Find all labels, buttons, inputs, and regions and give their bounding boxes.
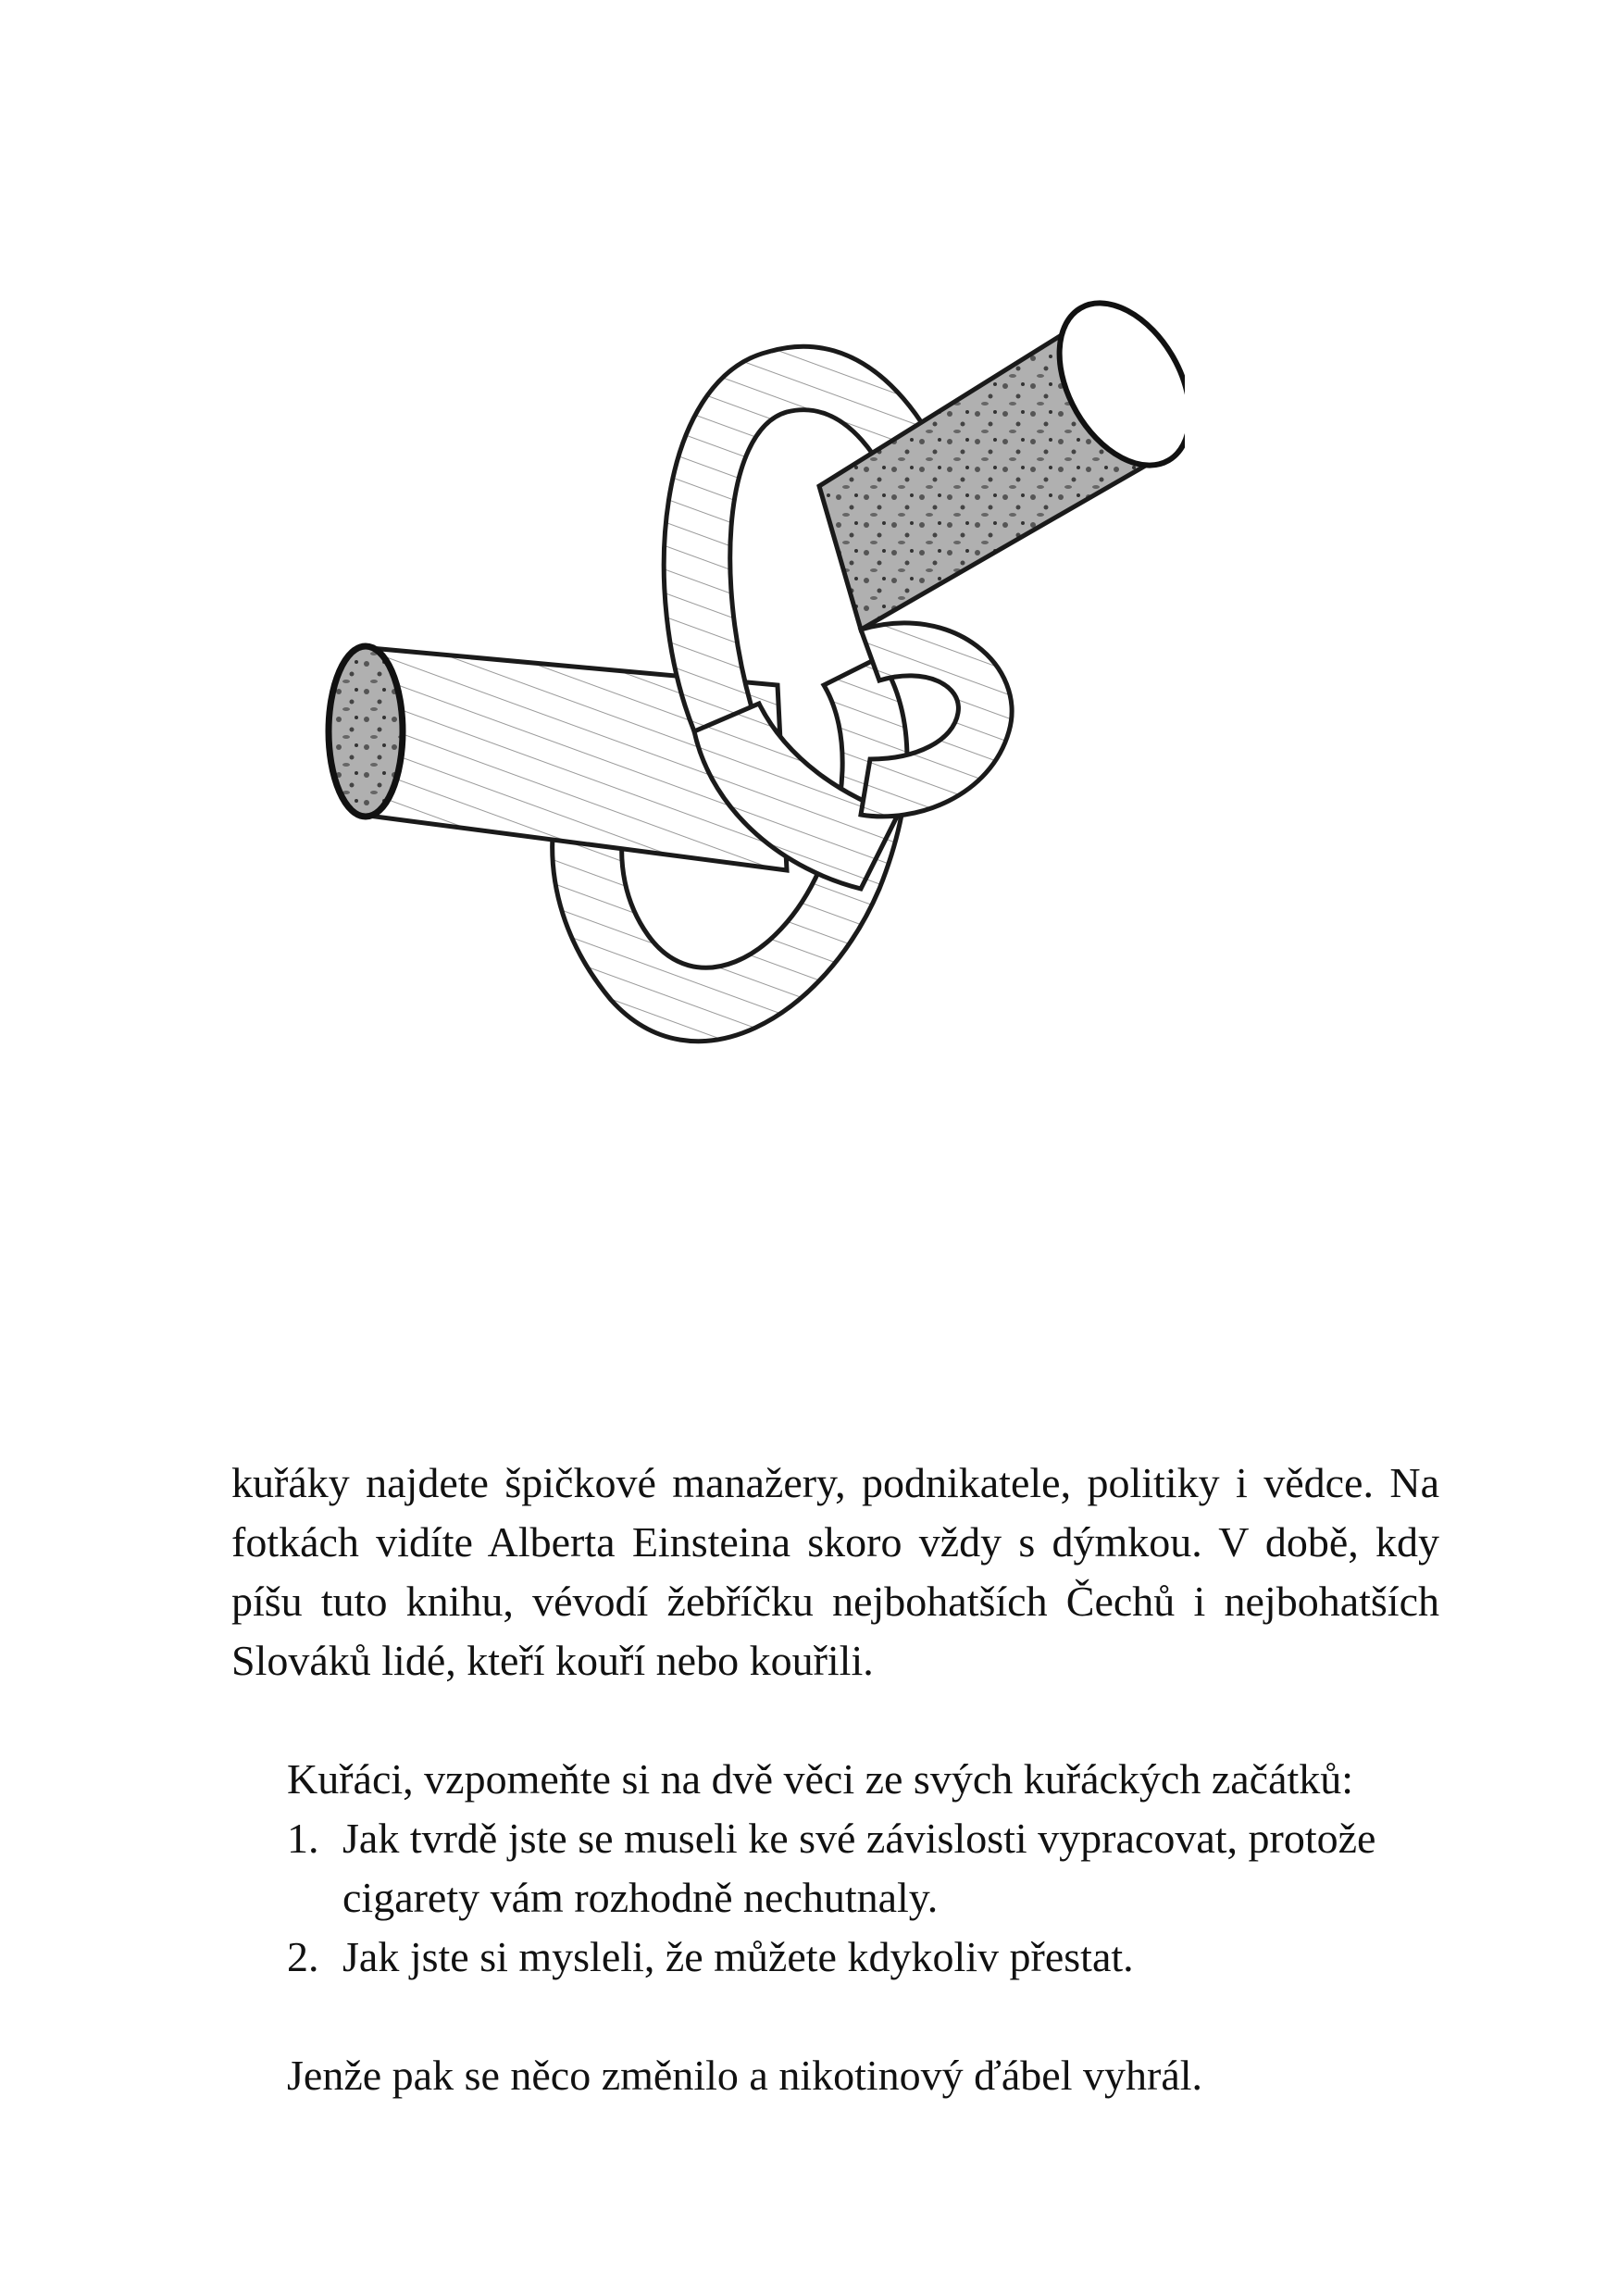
- list-item-number: 2.: [287, 1933, 319, 1980]
- numbered-list: [231, 1809, 1439, 1987]
- paragraph-smokers-famous: kuřáky najdete špičkové manažery, podnikatele, politiky i vědce. Na fotkách vidíte Alberta Einsteina skoro vždy s dýmkou. V době, kdy píšu tuto knihu, vévodí žebříčku nejbohatších Čechů i nejbohatších Slováků lidé, kteří kouří nebo kouřili.: [231, 1459, 1439, 1684]
- list-item: [287, 1809, 1439, 1928]
- paragraph-gap: [231, 1987, 1439, 2046]
- list-item: [287, 1928, 1439, 1987]
- cigarette-left-end-icon: [329, 646, 403, 817]
- list-item-number: 1.: [287, 1815, 319, 1862]
- intro-line: Kuřáci, vzpomeňte si na dvě věci ze svých kuřáckých začátků:: [287, 1755, 1354, 1803]
- paragraph-gap: [231, 1691, 1439, 1750]
- list-item-text: Jak tvrdě jste se museli ke své závislosti vypracovat, protože cigarety vám rozhodně nechutnaly.: [342, 1815, 1376, 1921]
- list-item-text: Jak jste si mysleli, že můžete kdykoliv přestat.: [342, 1933, 1134, 1980]
- body-text: [231, 1454, 1439, 2105]
- knotted-cigarette-icon: [305, 296, 1185, 1074]
- closing-line: Jenže pak se něco změnilo a nikotinový ďábel vyhrál.: [287, 2052, 1203, 2099]
